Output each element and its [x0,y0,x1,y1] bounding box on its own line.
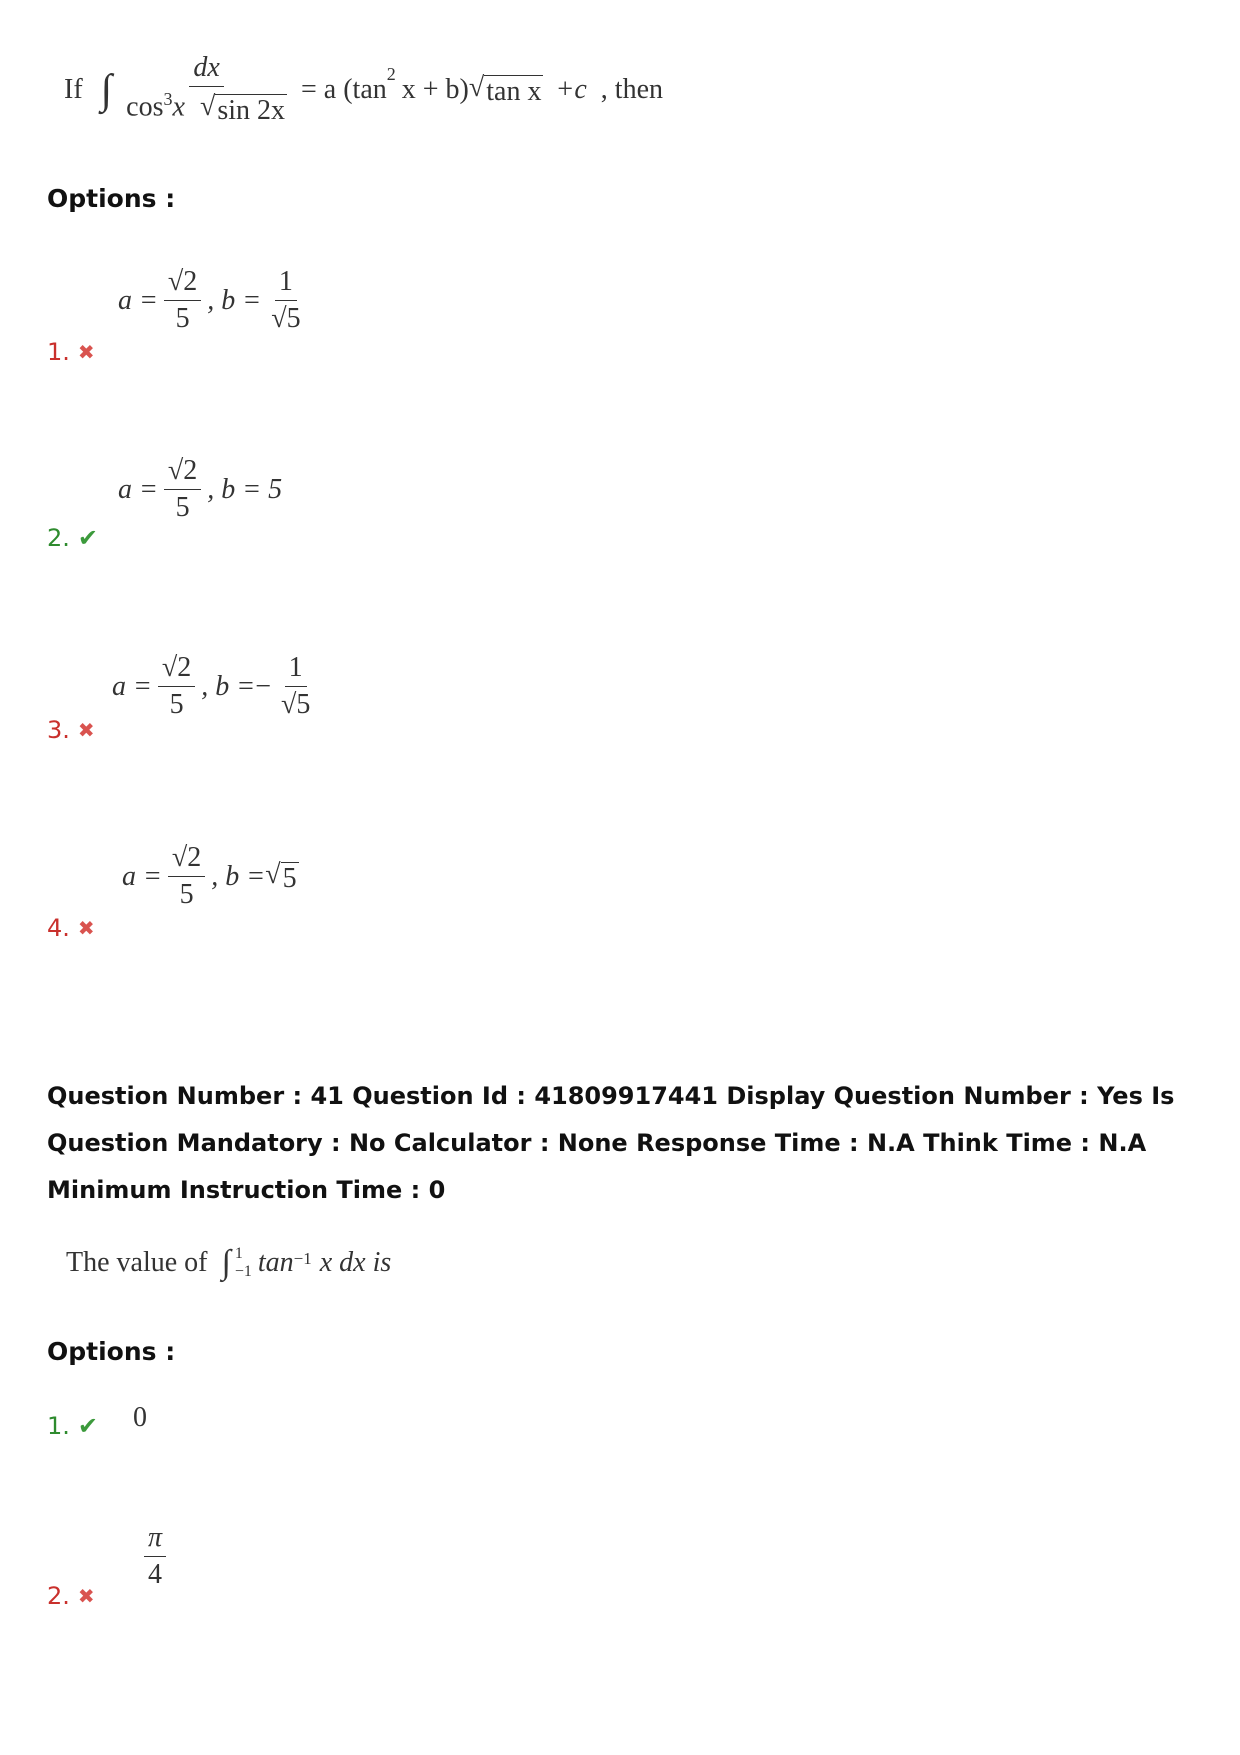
q40-option-4-math: a = $\frac{√2}{5}$ , b = √ 5 [122,842,297,910]
question-41-meta: Question Number : 41 Question Id : 41809917441 Display Question Number : Yes Is Question Mandatory : No Calculator : None Response Time : N.A Think Time : N.A Minimum Instruction Time : 0 [47,1082,1175,1204]
integrand-numerator: dx [189,52,223,87]
sqrt-tanx: √ tan x [468,71,542,107]
integrand-denominator: $\cos^3x$ √ sin 2x [126,89,285,127]
q40-option-3[interactable]: 3. ✖ [47,716,95,744]
q40-option-2-math: a = $\frac{√2}{5}$ , b = 5 [118,455,283,523]
question-40-statement: If ∫ dx $\cos^3x$ √ sin 2x = a (tan $^2$ x + b) √ tan x +c , then [64,52,664,127]
q40-option-3-math: a = $\frac{√2}{5}$ , b = − $\frac{1}{√5}$ [112,652,311,720]
options-label: Options : [47,184,176,213]
check-icon: ✔ [77,1412,99,1440]
q41-option-1[interactable]: 1. ✔ [47,1412,99,1440]
q40-option-1-math: a = $\frac{√2}{5}$ , b = $\frac{1}{√5}$ [118,266,301,334]
q41-option-1-value: 0 [133,1402,147,1433]
q41-option-2[interactable]: 2. ✖ [47,1582,95,1610]
integrand-fraction [122,52,291,127]
constant-c: +c [555,73,587,105]
q40-option-2[interactable]: 2. ✔ [47,524,99,552]
cross-icon: ✖ [77,340,95,364]
integral-sign: ∫ [221,1243,231,1281]
options-label-q41: Options : [47,1337,176,1366]
if-word: If [64,73,83,105]
sqrt-sin2x: √ sin 2x [199,91,285,127]
then-word: , then [600,73,664,105]
q41-option-2-math: $\frac{\pi}{4}$ [138,1522,172,1591]
question-41-statement: The value of ∫ 1 −1 tan −1 x dx is [66,1243,392,1281]
check-icon: ✔ [77,524,99,552]
rhs-mid: x + b) [401,73,469,105]
cross-icon: ✖ [77,916,95,940]
cross-icon: ✖ [77,718,95,742]
q40-option-4[interactable]: 4. ✖ [47,914,95,942]
rhs-equals: = a (tan [301,73,387,105]
cross-icon: ✖ [77,1584,95,1608]
integral-sign: ∫ [100,66,113,113]
q40-option-1[interactable]: 1. ✖ [47,338,95,366]
